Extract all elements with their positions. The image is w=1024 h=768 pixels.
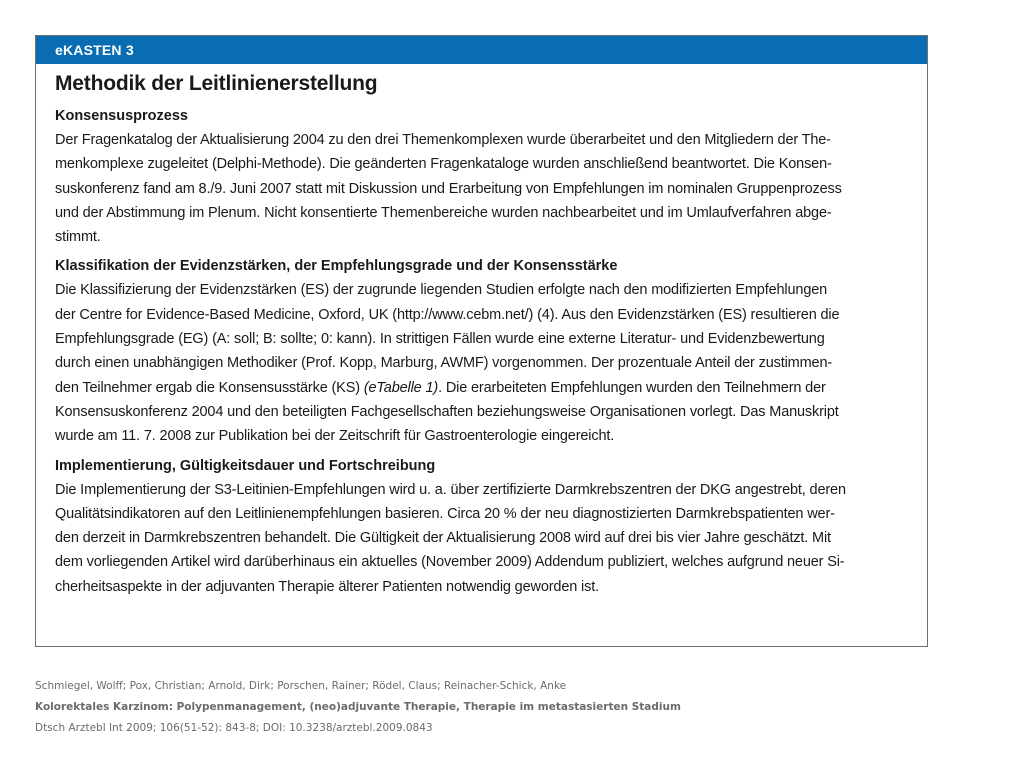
section-heading: Klassifikation der Evidenzstärken, der Empfehlungsgrade und der Konsensstärke: [55, 258, 618, 275]
text-line-with-reference: [55, 376, 908, 400]
text-line: und der Abstimmung im Plenum. Nicht konsentierte Themenbereiche wurden nachbearbeitet und im Umlaufverfahren abge-: [55, 204, 832, 221]
etabelle-reference: (eTabelle 1): [363, 379, 439, 396]
text-line: der Centre for Evidence-Based Medicine, Oxford, UK (http://www.cebm.net/) (4). Aus den Evidenzstärken (ES) resultieren die: [55, 306, 840, 323]
text-line: dem vorliegenden Artikel wird darüberhinaus ein aktuelles (November 2009) Addendum publiziert, welches aufgrund neuer Si-: [55, 554, 845, 571]
section-text: [55, 278, 908, 448]
text-line: cherheitsaspekte in der adjuvanten Therapie älterer Patienten notwendig geworden ist.: [55, 578, 599, 595]
text-line: Konsensuskonferenz 2004 und den beteiligten Fachgesellschaften beziehungsweise Organisationen vorlegt. Das Manuskript: [55, 403, 839, 420]
text-line: den derzeit in Darmkrebszentren behandelt. Die Gültigkeit der Aktualisierung 2008 wird auf drei bis vier Jahre geschätzt. Mit: [55, 530, 831, 547]
citation-footer: [35, 676, 681, 739]
text-line: suskonferenz fand am 8./9. Juni 2007 statt mit Diskussion und Erarbeitung von Empfehlungen im nominalen Gruppenprozess: [55, 180, 842, 197]
section-implementierung: [55, 454, 908, 599]
text-line: Der Fragenkatalog der Aktualisierung 2004 zu den drei Themenkomplexen wurde überarbeitet und den Mitgliedern der The-: [55, 132, 831, 148]
text-line: wurde am 11. 7. 2008 zur Publikation bei der Zeitschrift für Gastroenterologie eingereicht.: [55, 428, 615, 445]
text-line: Empfehlungsgrade (EG) (A: soll; B: sollte; 0: kann). In strittigen Fällen wurde eine externe Literatur- und Evidenzbewertung: [55, 331, 825, 348]
text-line: Qualitätsindikatoren auf den Leitlinienempfehlungen basieren. Circa 20 % der neu diagnostizierten Darmkrebspatienten wer-: [55, 505, 835, 522]
text-fragment: . Die erarbeiteten Empfehlungen wurden den Teilnehmern der: [438, 379, 826, 396]
section-heading: Implementierung, Gültigkeitsdauer und Fortschreibung: [55, 457, 436, 474]
text-fragment: den Teilnehmer ergab die Konsensusstärke (KS): [55, 379, 360, 396]
section-text: [55, 478, 908, 599]
section-klassifikation: [55, 254, 908, 448]
box-body: [36, 64, 927, 599]
box-header: eKASTEN 3: [36, 36, 927, 64]
text-line: Die Implementierung der S3-Leitinien-Empfehlungen wird u. a. über zertifizierte Darmkrebszentren der DKG angestrebt, deren: [55, 481, 846, 498]
footer-authors: Schmiegel, Wolff; Pox, Christian; Arnold, Dirk; Porschen, Rainer; Rödel, Claus; Reinacher-Schick, Anke: [35, 680, 567, 692]
footer-article-title: Kolorektales Karzinom: Polypenmanagement, (neo)adjuvante Therapie, Therapie im metastasierten Stadium: [35, 701, 681, 713]
section-text: [55, 128, 908, 249]
info-box: [35, 35, 928, 647]
text-line: durch einen unabhängigen Methodiker (Prof. Kopp, Marburg, AWMF) vorgenommen. Der prozentuale Anteil der zustimmen-: [55, 355, 833, 372]
section-konsensusprozess: [55, 104, 908, 249]
section-heading: Konsensusprozess: [55, 108, 188, 124]
text-line: Die Klassifizierung der Evidenzstärken (ES) der zugrunde liegenden Studien erfolgte nach den modifizierten Empfehlungen: [55, 282, 828, 299]
text-line: menkomplexe zugeleitet (Delphi-Methode). Die geänderten Fragenkataloge wurden anschließend beantwortet. Die Konsen-: [55, 156, 832, 173]
text-line: stimmt.: [55, 229, 101, 246]
box-title: Methodik der Leitlinienerstellung: [55, 72, 378, 95]
footer-citation: Dtsch Arztebl Int 2009; 106(51-52): 843-8; DOI: 10.3238/arztebl.2009.0843: [35, 722, 433, 734]
